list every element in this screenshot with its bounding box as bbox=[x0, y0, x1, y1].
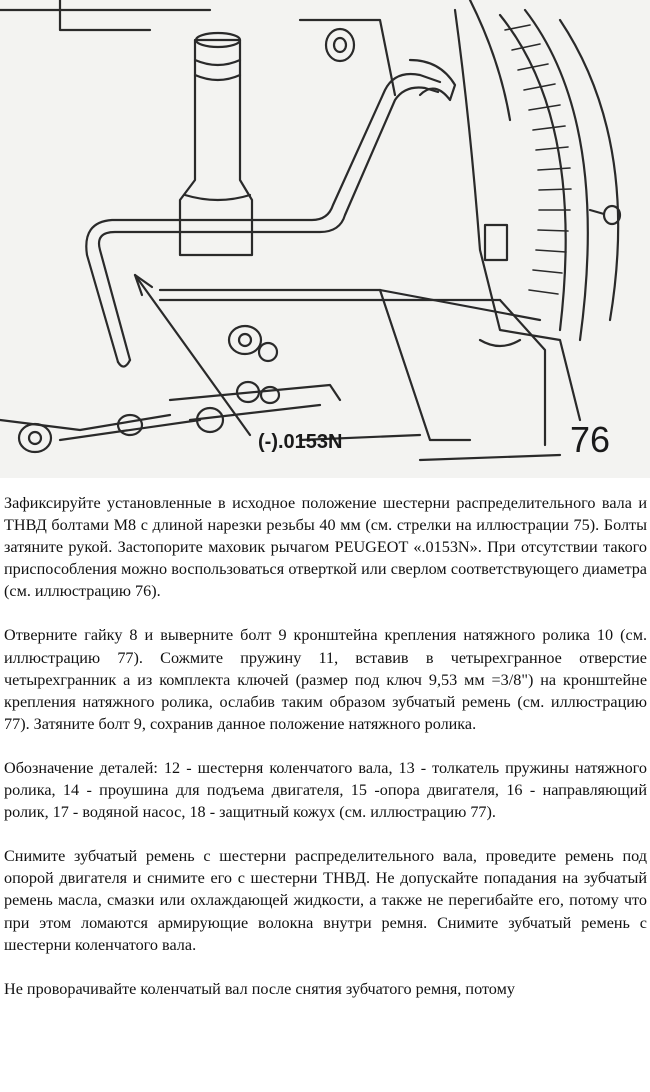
illustration-76 bbox=[0, 0, 650, 478]
paragraph: Снимите зубчатый ремень с шестерни распределительного вала, проведите ремень под опорой двигателя и снимите его с шестерни ТНВД. Не допускайте попадания на зубчатый ремень масла, смазки или охлаждающей жидкости, а также не перегибайте его, потому что при этом ломаются армирующие волокна внутри ремня. Снимите зубчатый ремень с шестерни коленчатого вала. bbox=[4, 847, 647, 954]
paragraph: Отверните гайку 8 и выверните болт 9 кронштейна крепления натяжного ролика 10 (см. иллюстрацию 77). Сожмите пружину 11, вставив в четырехгранное отверстие четырехгранник а из комплекта ключей (размер под ключ 9,53 мм =3/8") на кронштейне крепления натяжного ролика, ослабив таким образом зубчатый ремень (см. иллюстрацию 77). Затяните болт 9, сохранив данное положение натяжного ролика. bbox=[4, 626, 647, 733]
figure-number: 76 bbox=[570, 419, 611, 460]
paragraph: Не проворачивайте коленчатый вал после снятия зубчатого ремня, потому bbox=[4, 979, 515, 998]
paragraph: Зафиксируйте установленные в исходное положение шестерни распределительного вала и ТНВД болтами М8 с длиной нарезки резьбы 40 мм (см. стрелки на иллюстрации 75). Болты затяните рукой. Застопорите маховик рычагом PEUGEOT «.0153N». При отсутствии такого приспособления можно воспользоваться отверткой или сверлом соответствующего диаметра (см. иллюстрацию 76). bbox=[4, 494, 647, 601]
body-text bbox=[4, 492, 647, 1000]
flywheel-locking-tool-drawing bbox=[0, 0, 650, 478]
paragraph: Обозначение деталей: 12 - шестерня коленчатого вала, 13 - толкатель пружины натяжного ролика, 14 - проушина для подъема двигателя, 15 -опора двигателя, 16 - направляющий ролик, 17 - водяной насос, 18 - защитный кожух (см. иллюстрацию 77). bbox=[4, 758, 647, 822]
tool-label: (-).0153N bbox=[258, 431, 343, 453]
